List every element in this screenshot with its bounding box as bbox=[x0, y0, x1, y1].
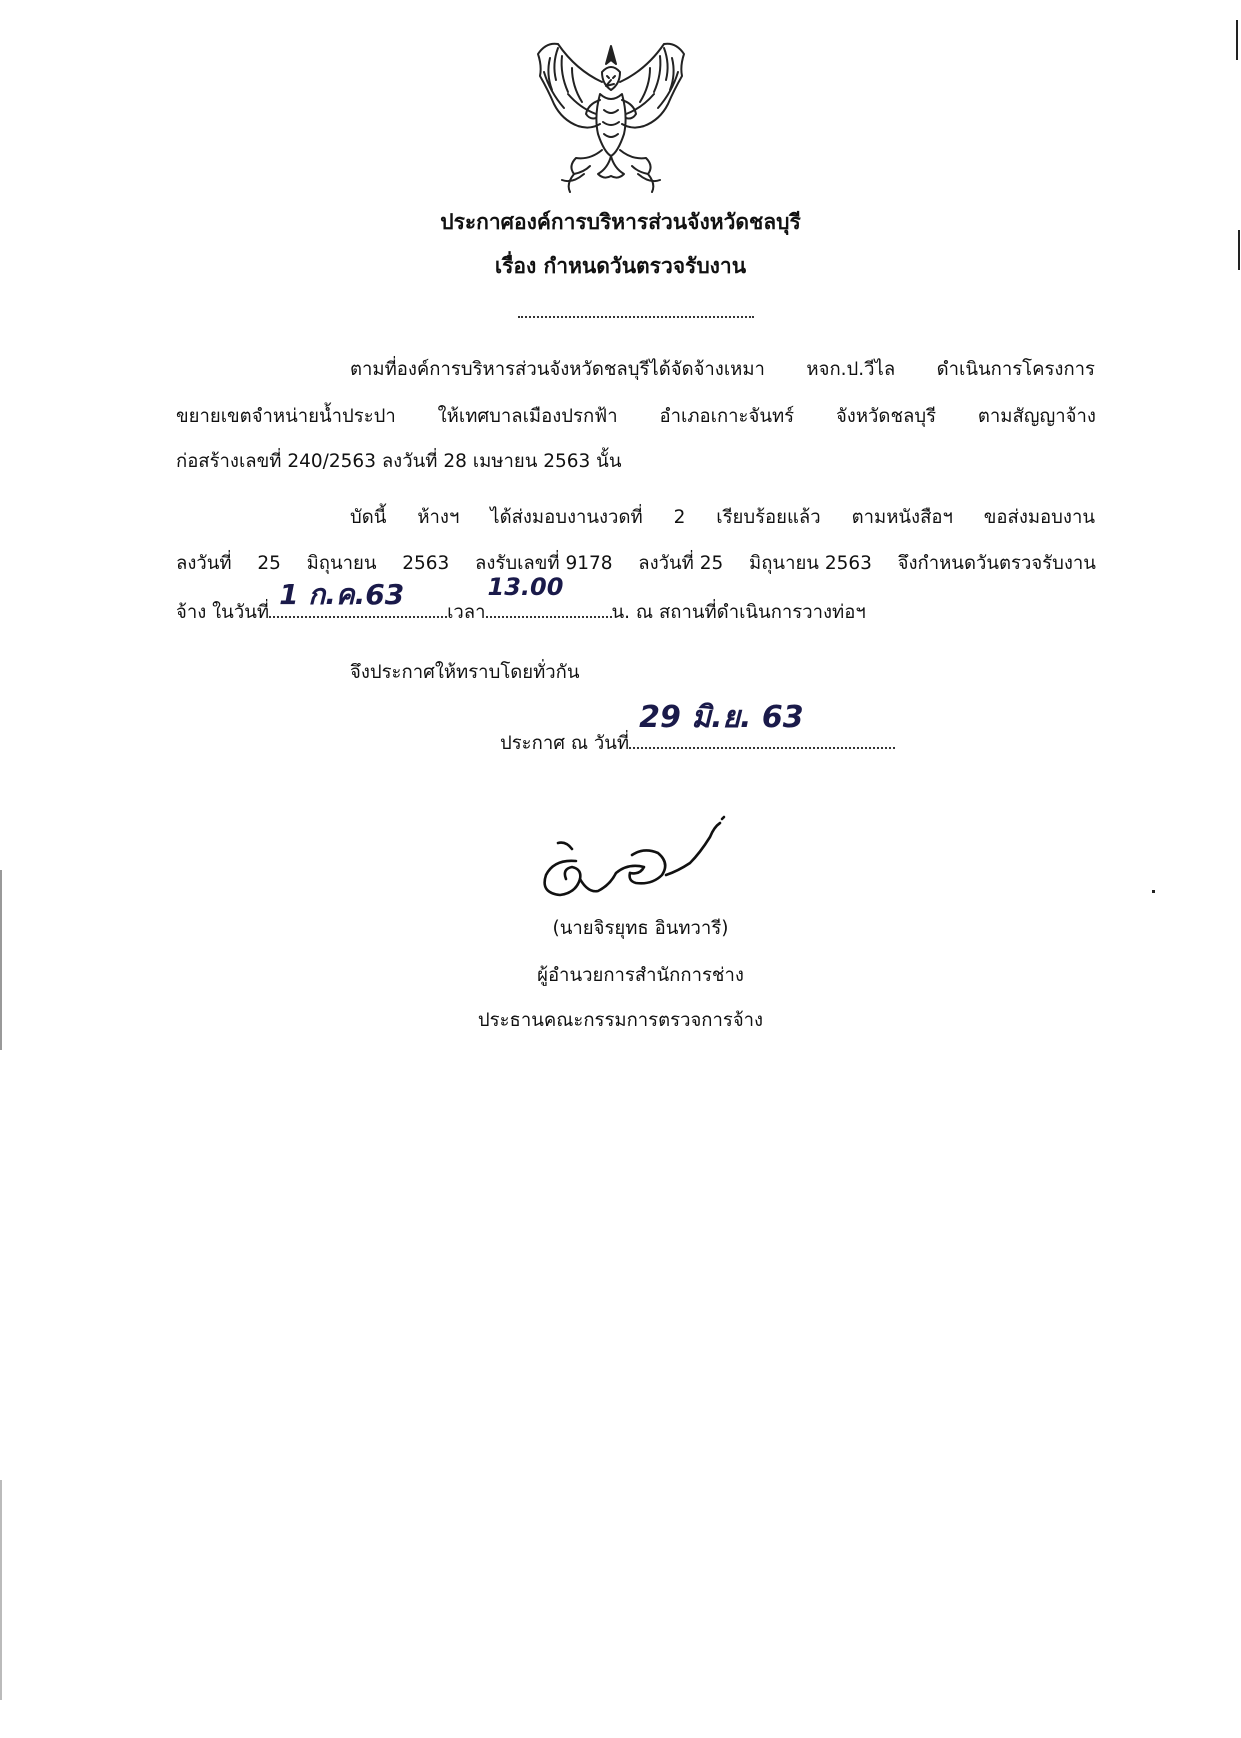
p1-l1-w0: ตามที่องค์การบริหารส่วนจังหวัดชลบุรีได้จัดจ้างเหมา bbox=[350, 359, 765, 380]
paragraph-1-line-2 bbox=[176, 404, 1096, 430]
p2-l2-w1: 25 bbox=[257, 553, 281, 574]
announcement-subject: เรื่อง กำหนดวันตรวจรับงาน bbox=[494, 254, 747, 278]
announce-date-field bbox=[629, 700, 895, 749]
announce-date-handwritten: 29 มิ.ย. 63 bbox=[639, 700, 804, 735]
paragraph-2-line-2 bbox=[176, 551, 1096, 577]
p2-l2-w3: 2563 bbox=[402, 553, 450, 574]
p1-l2-w4: ตามสัญญาจ้าง bbox=[977, 406, 1096, 427]
p2-l2-w2: มิถุนายน bbox=[306, 553, 377, 574]
inspect-date-handwritten: 1 ก.ค.63 bbox=[279, 578, 405, 611]
p1-l2-w0: ขยายเขตจำหน่ายน้ำประปา bbox=[176, 406, 396, 427]
inspect-time-handwritten: 13.00 bbox=[487, 573, 564, 601]
scan-dot-mark bbox=[1152, 890, 1155, 893]
inspect-date-field bbox=[269, 578, 447, 618]
signatory-committee-role: ประธานคณะกรรมการตรวจการจ้าง bbox=[477, 1010, 764, 1031]
title-divider bbox=[518, 316, 754, 318]
announce-date-line bbox=[500, 700, 895, 757]
signatory-name: (นายจิรยุทธ อินทวารี) bbox=[552, 918, 729, 939]
p1-l1-w2: ดำเนินการโครงการ bbox=[936, 359, 1095, 380]
paragraph-1-line-1 bbox=[350, 357, 1095, 383]
p2-l1-w6: ขอส่งมอบงาน bbox=[983, 507, 1095, 528]
inspect-time-field bbox=[486, 573, 612, 618]
p2-l1-w3: 2 bbox=[673, 507, 686, 528]
garuda-emblem-icon bbox=[528, 34, 694, 194]
inspect-location: น. ณ สถานที่ดำเนินการวางท่อฯ bbox=[611, 602, 866, 623]
inspect-time-label: เวลา bbox=[447, 602, 486, 623]
signatory-position: ผู้อำนวยการสำนักการช่าง bbox=[537, 965, 744, 986]
scan-edge-mark bbox=[1236, 20, 1238, 60]
p2-l1-w0: บัดนี้ bbox=[350, 507, 387, 528]
p2-l2-w0: ลงวันที่ bbox=[176, 553, 232, 574]
scan-edge-mark bbox=[0, 870, 2, 1050]
p2-l2-w5: ลงวันที่ 25 bbox=[638, 553, 724, 574]
p2-l1-w1: ห้างฯ bbox=[417, 507, 460, 528]
paragraph-2-line-3 bbox=[176, 573, 866, 626]
p1-l2-w2: อำเภอเกาะจันทร์ bbox=[659, 406, 795, 427]
paragraph-1-line-3: ก่อสร้างเลขที่ 240/2563 ลงวันที่ 28 เมษายน 2563 นั้น bbox=[176, 451, 622, 472]
inspect-date-label: จ้าง ในวันที่ bbox=[176, 602, 270, 623]
p2-l2-w6: มิถุนายน 2563 bbox=[749, 553, 872, 574]
p2-l1-w4: เรียบร้อยแล้ว bbox=[716, 507, 821, 528]
p2-l2-w7: จึงกำหนดวันตรวจรับงาน bbox=[897, 553, 1096, 574]
p2-l1-w2: ได้ส่งมอบงานงวดที่ bbox=[490, 507, 643, 528]
p1-l2-w3: จังหวัดชลบุรี bbox=[835, 406, 937, 427]
p2-l2-w4: ลงรับเลขที่ 9178 bbox=[475, 553, 613, 574]
announcement-title: ประกาศองค์การบริหารส่วนจังหวัดชลบุรี bbox=[440, 210, 801, 234]
closing-statement: จึงประกาศให้ทราบโดยทั่วกัน bbox=[350, 662, 580, 683]
paragraph-2-line-1 bbox=[350, 505, 1095, 531]
p2-l1-w5: ตามหนังสือฯ bbox=[851, 507, 953, 528]
handwritten-signature bbox=[532, 813, 752, 913]
p1-l1-w1: หจก.ป.วีไล bbox=[806, 359, 896, 380]
announce-date-label: ประกาศ ณ วันที่ bbox=[500, 733, 630, 754]
scan-edge-mark bbox=[0, 1480, 2, 1700]
scan-edge-mark bbox=[1238, 230, 1240, 270]
p1-l2-w1: ให้เทศบาลเมืองปรกฟ้า bbox=[437, 406, 618, 427]
